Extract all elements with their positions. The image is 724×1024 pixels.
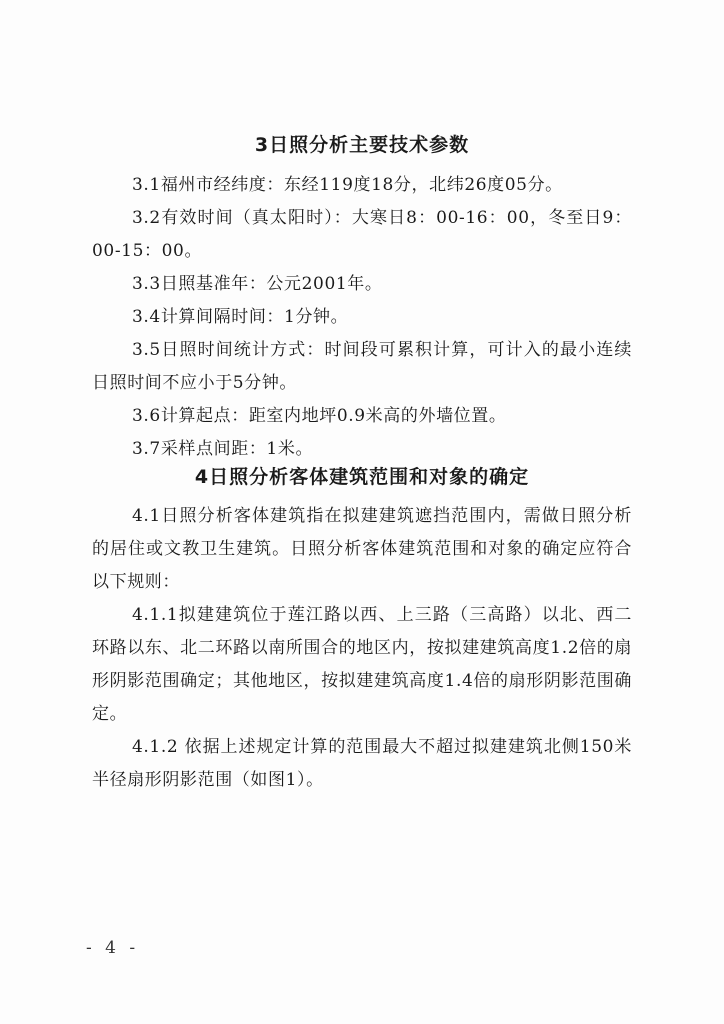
section-3-heading: 3日照分析主要技术参数 [254, 134, 470, 156]
section-4-1-2-paragraph: 4.1.2 依据上述规定计算的范围最大不超过拟建建筑北侧150米半径扇形阴影范围（如图1）。 [92, 737, 632, 790]
section-3-2-paragraph: 3.2有效时间（真太阳时）：大寒日8：00-16：00，冬至日9：00-15：00。 [92, 208, 632, 261]
section-4-1-paragraph: 4.1日照分析客体建筑指在拟建建筑遮挡范围内，需做日照分析的居住或文教卫生建筑。日照分析客体建筑范围和对象的确定应符合以下规则： [92, 506, 632, 592]
section-3-6-paragraph: 3.6计算起点：距室内地坪0.9米高的外墙位置。 [132, 406, 507, 426]
section-3-5-paragraph: 3.5日照时间统计方式：时间段可累积计算，可计入的最小连续日照时间不应小于5分钟。 [92, 340, 632, 393]
section-3-7-paragraph: 3.7采样点间距：1米。 [132, 439, 314, 459]
section-3-4-paragraph: 3.4计算间隔时间：1分钟。 [132, 307, 349, 327]
document-body [92, 126, 632, 797]
section-4-1-1-paragraph: 4.1.1拟建建筑位于莲江路以西、上三路（三高路）以北、西二环路以东、北二环路以南所围合的地区内，按拟建建筑高度1.2倍的扇形阴影范围确定；其他地区，按拟建建筑高度1.4倍的扇形阴影范围确定。 [92, 605, 632, 724]
section-3-1-paragraph: 3.1福州市经纬度：东经119度18分，北纬26度05分。 [132, 175, 563, 195]
page-number: - 4 - [86, 938, 140, 958]
section-3-3-paragraph: 3.3日照基准年：公元2001年。 [132, 274, 383, 294]
section-4-heading: 4日照分析客体建筑范围和对象的确定 [194, 466, 530, 488]
